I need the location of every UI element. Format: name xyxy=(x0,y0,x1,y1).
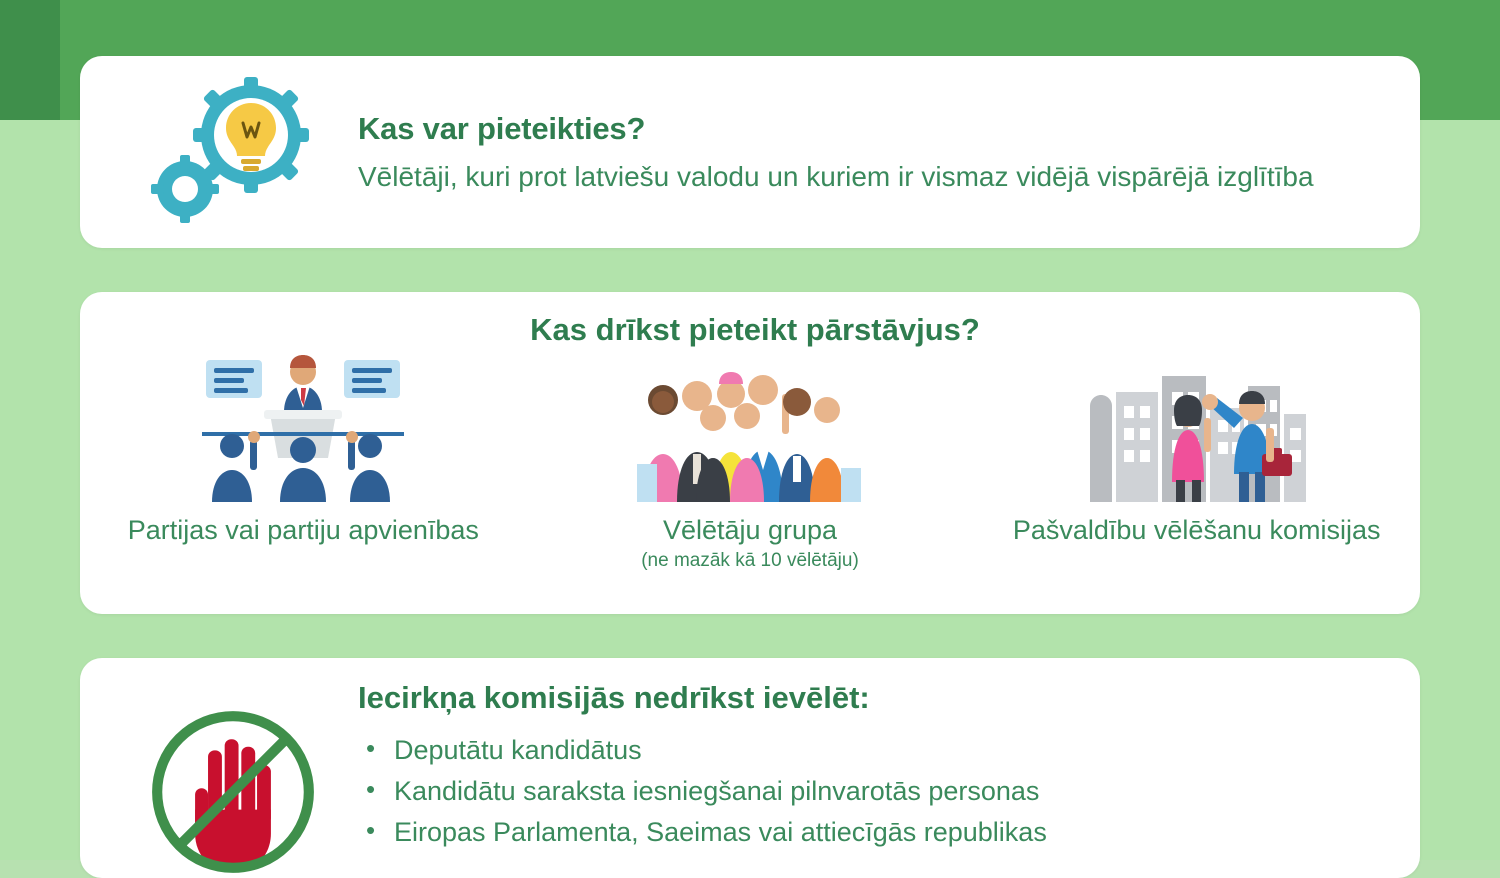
no-hand-prohibited-icon xyxy=(140,706,326,878)
art-container-parties xyxy=(198,354,408,502)
group-of-people-icon xyxy=(635,372,865,502)
section-1-body: Vēlētāji, kuri prot latviešu valodu un kuriem ir vismaz vidējā vispārējā izglītība xyxy=(358,161,1314,193)
icon-container-3 xyxy=(108,680,358,878)
text-container-3 xyxy=(358,680,1392,878)
column-voter-group-subcaption: (ne mazāk kā 10 vēlētāju) xyxy=(641,549,859,571)
city-buildings-people-icon xyxy=(1084,362,1309,502)
lightbulb-gears-icon xyxy=(143,77,323,227)
podium-speaker-audience-icon xyxy=(198,354,408,502)
list-item: • Eiropas Parlamenta, Saeimas vai attiecīgās republikas xyxy=(358,812,1392,853)
card-who-can-apply xyxy=(80,56,1420,248)
art-container-municipal xyxy=(1084,354,1309,502)
section-3-title: Iecirkņa komisijās nedrīkst ievēlēt: xyxy=(358,680,870,715)
section-2-columns xyxy=(80,354,1420,572)
section-2-title: Kas drīkst pieteikt pārstāvjus? xyxy=(530,312,980,347)
column-parties-caption: Partijas vai partiju apvienības xyxy=(127,515,479,545)
art-container-voter-group xyxy=(635,354,865,502)
text-container-1 xyxy=(358,107,1392,197)
column-voter-group-caption: Vēlētāju grupa xyxy=(662,515,838,545)
page-title: Kas var pieteikties? xyxy=(358,111,646,147)
column-municipal-caption: Pašvaldību vēlēšanu komisijas xyxy=(1012,515,1381,545)
card-cannot-be-elected xyxy=(80,658,1420,878)
card-who-can-nominate xyxy=(80,292,1420,614)
list-item: • Kandidātu saraksta iesniegšanai pilnvarotās personas xyxy=(358,771,1392,812)
section-3-bullet-list xyxy=(358,730,1392,853)
icon-container-1 xyxy=(108,77,358,227)
list-item: • Deputātu kandidātus xyxy=(358,730,1392,771)
column-voter-group xyxy=(527,354,974,572)
column-municipal-commissions xyxy=(973,354,1420,572)
column-parties xyxy=(80,354,527,572)
